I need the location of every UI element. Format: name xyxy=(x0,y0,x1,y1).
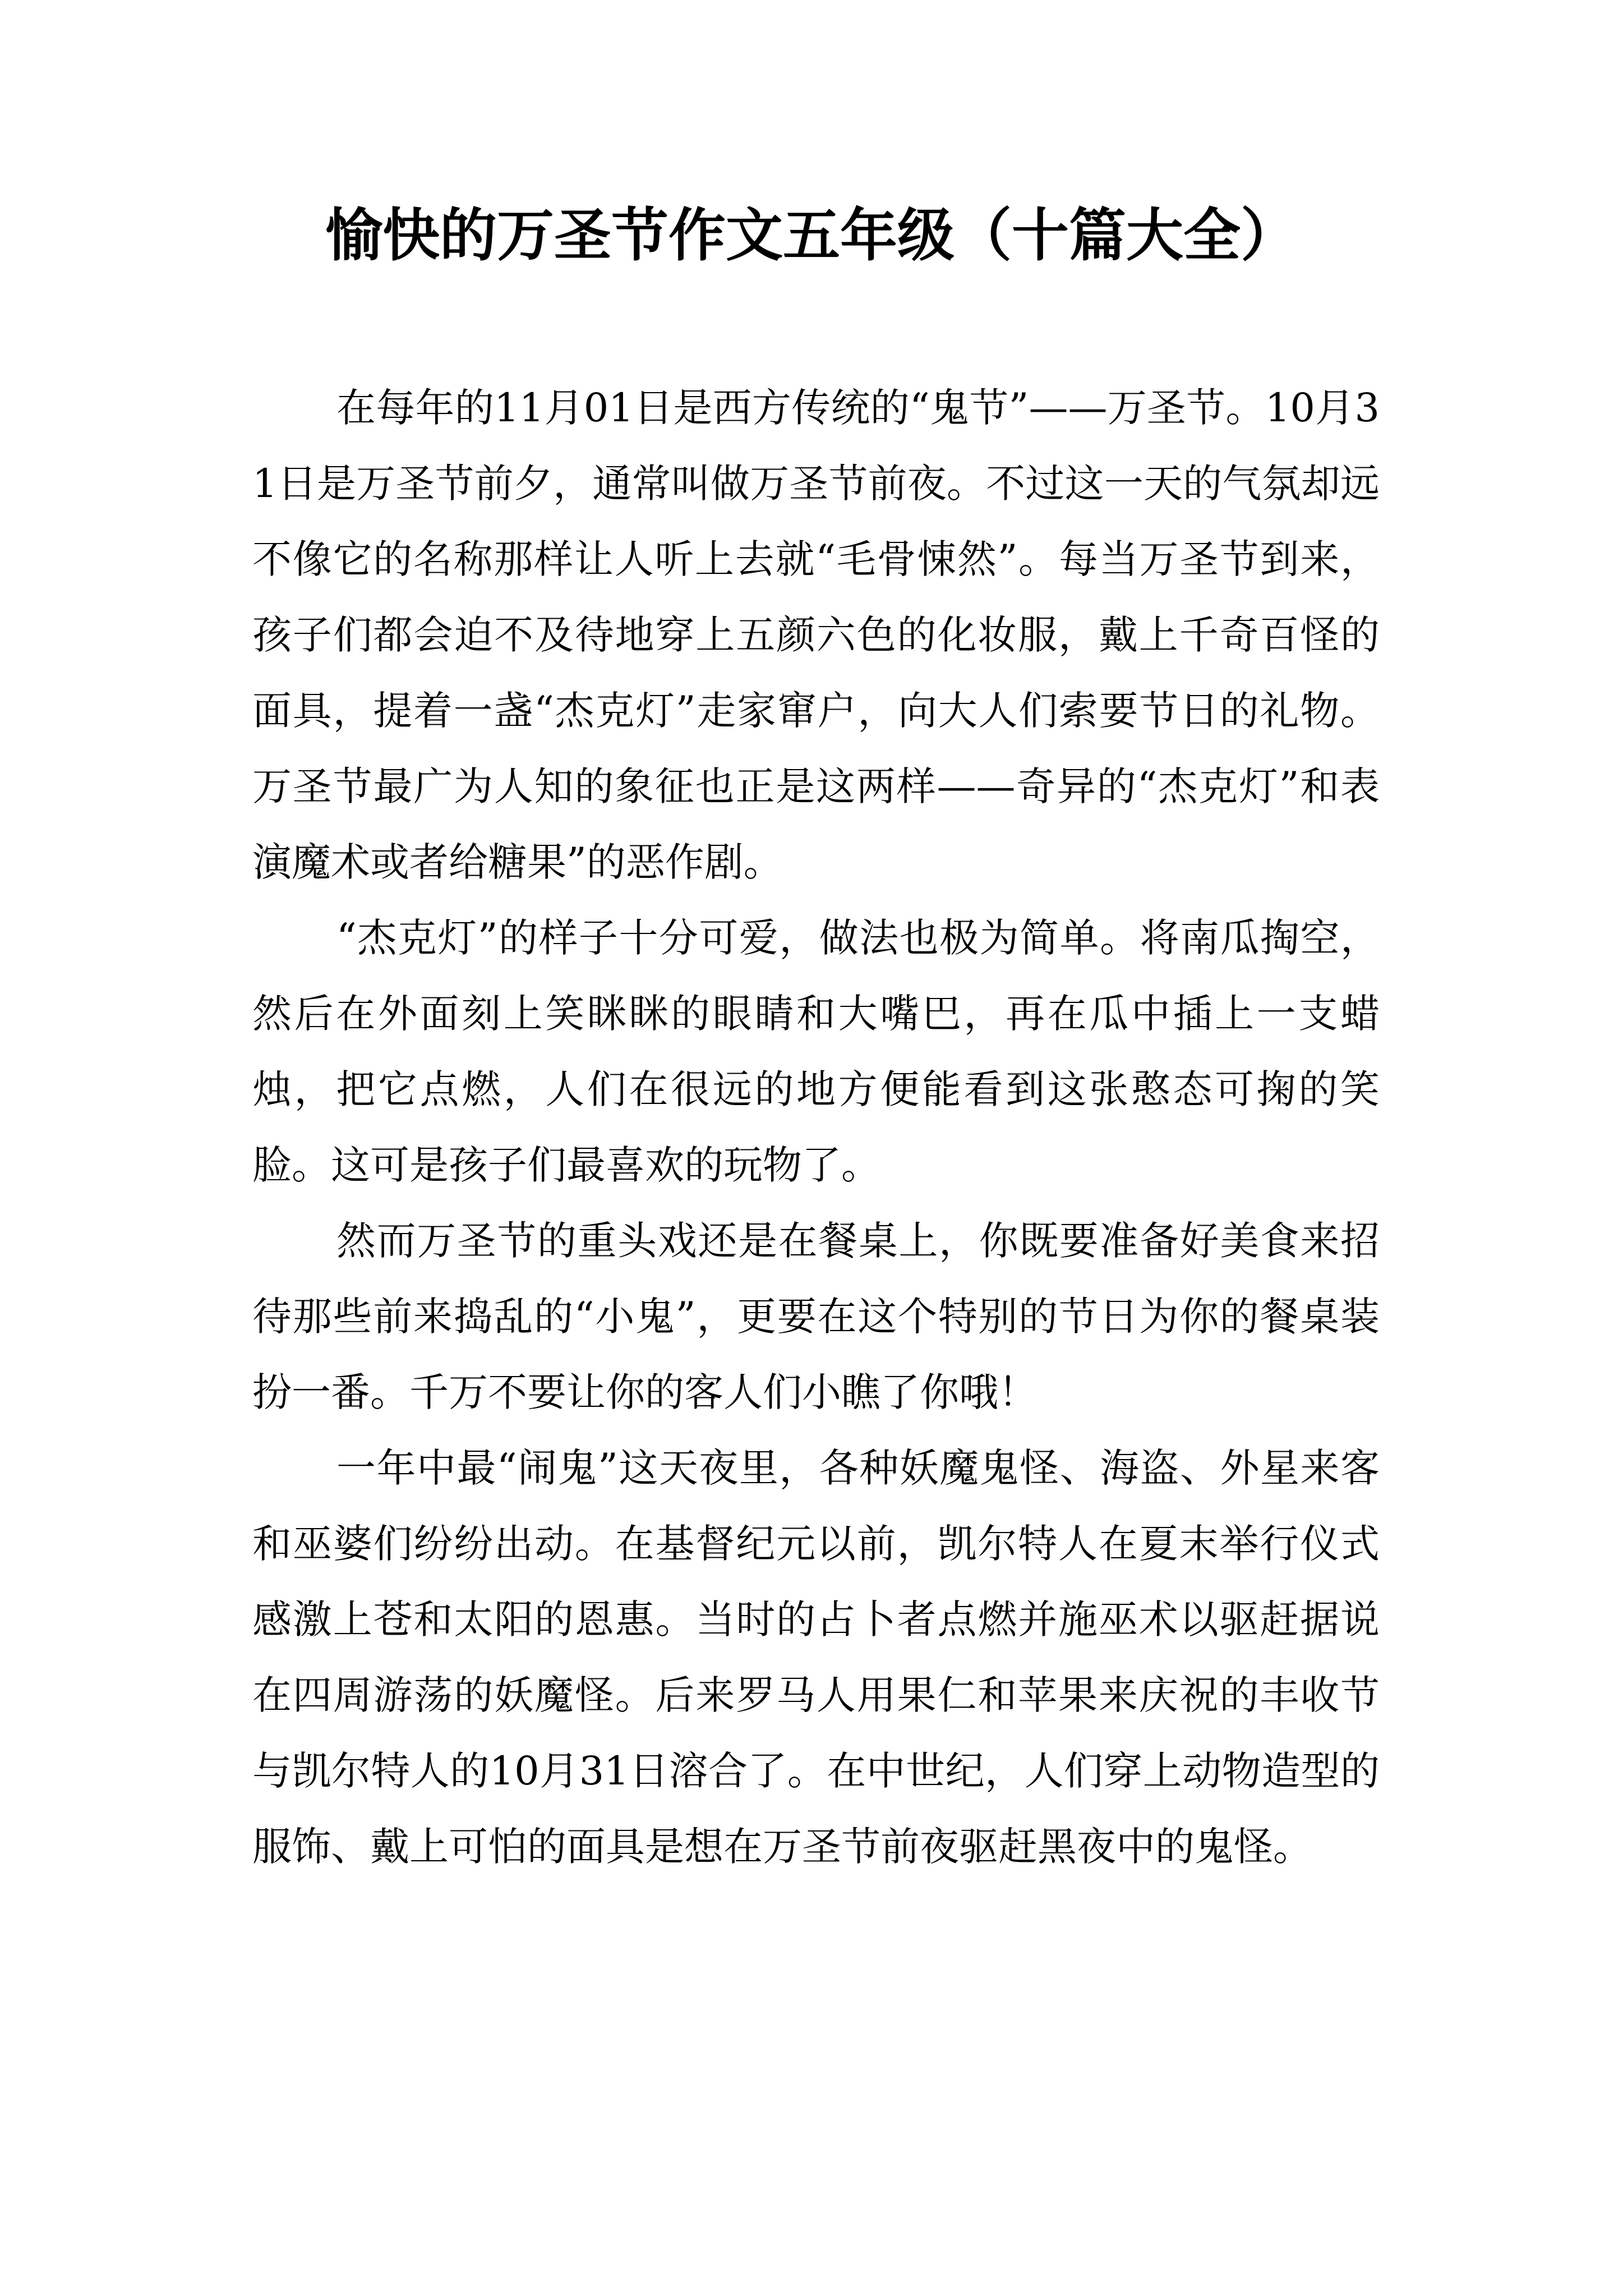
paragraph-1: 在每年的11月01日是西方传统的“鬼节”——万圣节。10月31日是万圣节前夕，通常叫做万圣节前夜。不过这一天的气氛却远不像它的名称那样让人听上去就“毛骨悚然”。每当万圣节到来，孩子们都会迫不及待地穿上五颜六色的化妆服，戴上千奇百怪的面具，提着一盏“杰克灯”走家窜户，向大人们索要节日的礼物。万圣节最广为人知的象征也正是这两样——奇异的“杰克灯”和表演魔术或者给糖果”的恶作剧。 xyxy=(252,385,1380,885)
document-title: 愉快的万圣节作文五年级（十篇大全） xyxy=(325,202,1298,269)
document-body xyxy=(252,370,1380,1885)
paragraph-3: 然而万圣节的重头戏还是在餐桌上，你既要准备好美食来招待那些前来捣乱的“小鬼”，更要在这个特别的节日为你的餐桌装扮一番。千万不要让你的客人们小瞧了你哦！ xyxy=(252,1218,1380,1415)
paragraph-2: “杰克灯”的样子十分可爱，做法也极为简单。将南瓜掏空，然后在外面刻上笑眯眯的眼睛和大嘴巴，再在瓜中插上一支蜡烛，把它点燃，人们在很远的地方便能看到这张憨态可掬的笑脸。这可是孩子们最喜欢的玩物了。 xyxy=(252,915,1380,1188)
paragraph-4: 一年中最“闹鬼”这天夜里，各种妖魔鬼怪、海盗、外星来客和巫婆们纷纷出动。在基督纪元以前，凯尔特人在夏末举行仪式感激上苍和太阳的恩惠。当时的占卜者点燃并施巫术以驱赶据说在四周游荡的妖魔怪。后来罗马人用果仁和苹果来庆祝的丰收节与凯尔特人的10月31日溶合了。在中世纪，人们穿上动物造型的服饰、戴上可怕的面具是想在万圣节前夜驱赶黑夜中的鬼怪。 xyxy=(252,1445,1380,1870)
